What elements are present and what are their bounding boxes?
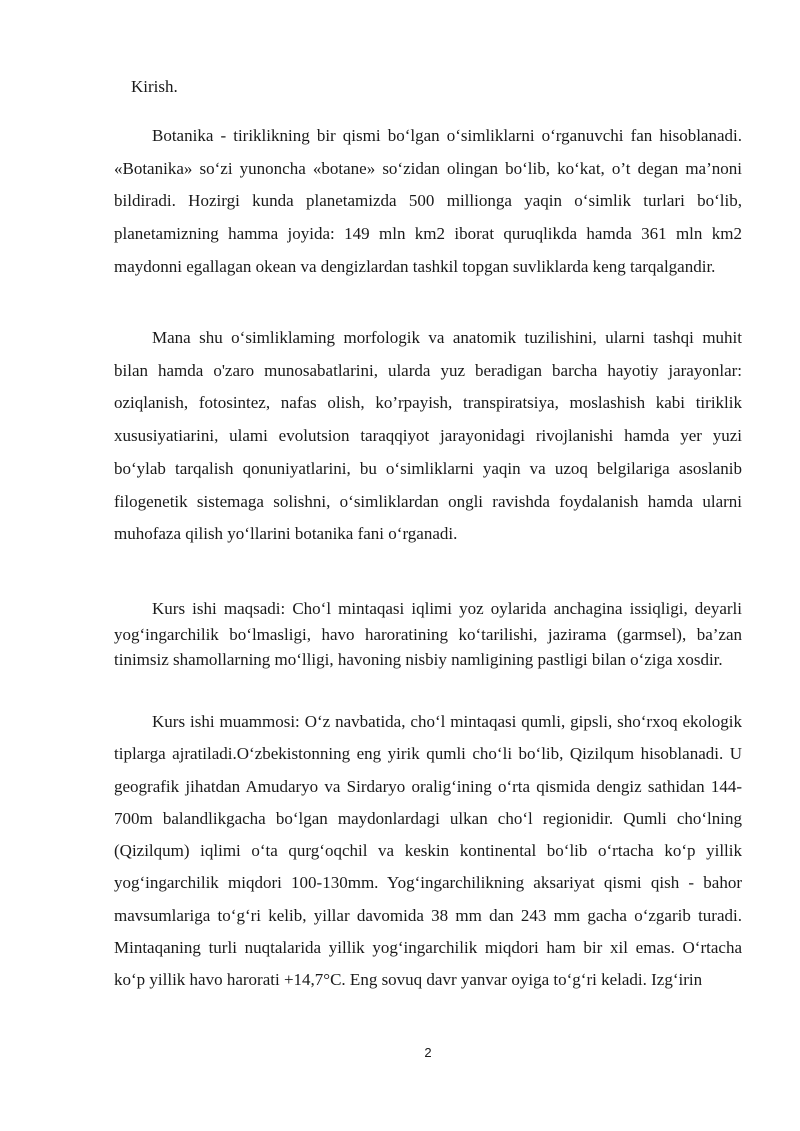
page-number: 2	[424, 1045, 432, 1060]
document-page	[114, 0, 742, 1131]
section-heading: Kirish.	[131, 77, 178, 96]
paragraph-botanika-scope: Mana shu o‘simliklaming morfologik va anatomik tuzilishini, ularni tashqi muhit bilan hamda o'zaro munosabatlarini, ularda yuz beradigan barcha hayotiy jarayonlar: oziqlanish, fotosintez, nafas olish, ko’rpayish, transpiratsiya, moslashish kabi tiriklik xususiyatiarini, ulami evolutsion taraqqiyot jarayonidagi rivojlanishi hamda yer yuzi bo‘ylab tarqalish qonuniyatlarini, bu o‘simliklarni yaqin va uzoq belgilariga asoslanib filogenetik sistemaga solishni, o‘simliklardan ongli ravishda foydalanish hamda ularni muhofaza qilish yo‘llarini botanika fani o‘rganadi.	[114, 328, 742, 544]
paragraph-kurs-muammosi: Kurs ishi muammosi: O‘z navbatida, cho‘l mintaqasi qumli, gipsli, sho‘rxoq ekologik tiplarga ajratiladi.O‘zbekistonning eng yirik qumli cho‘li bo‘lib, Qizilqum hisoblanadi. U geografik jihatdan Amudaryo va Sirdaryo oralig‘ining o‘rta qismida dengiz sathidan 144-700m balandlikgacha bo‘lgan maydonlardagi ulkan cho‘l regionidir. Qumli cho‘lning (Qizilqum) iqlimi o‘ta qurg‘oqchil va keskin kontinental bo‘lib o‘rtacha ko‘p yillik yog‘ingarchilik miqdori 100-130mm. Yog‘ingarchilikning aksariyat qismi qish - bahor mavsumlariga to‘g‘ri kelib, yillar davomida 38 mm dan 243 mm gacha o‘zgarib turadi. Mintaqaning turli nuqtalarida yillik yog‘ingarchilik miqdori ham bir xil emas. O‘rtacha ko‘p yillik havo harorati +14,7°C. Eng sovuq davr yanvar oyiga to‘g‘ri keladi. Izg‘irin	[114, 712, 742, 990]
paragraph-botanika-intro: Botanika - tiriklikning bir qismi bo‘lgan o‘simliklarni o‘rganuvchi fan hisoblanadi. «Botanika» so‘zi yunoncha «botane» so‘zidan olingan bo‘lib, ko‘kat, o’t degan ma’noni bildiradi. Hozirgi kunda planetamizda 500 millionga yaqin o‘simlik turlari bo‘lib, planetamizning hamma joyida: 149 mln km2 iborat quruqlikda hamda 361 mln km2 maydonni egallagan okean va dengizlardan tashkil topgan suvliklarda keng tarqalgandir.	[114, 126, 742, 276]
paragraph-kurs-maqsadi: Kurs ishi maqsadi: Cho‘l mintaqasi iqlimi yoz oylarida anchagina issiqligi, deyarli yog‘ingarchilik bo‘lmasligi, havo haroratining ko‘tarilishi, jazirama (garmsel), ba’zan tinimsiz shamollarning mo‘lligi, havoning nisbiy namligining pastligi bilan o‘ziga xosdir.	[114, 599, 742, 669]
